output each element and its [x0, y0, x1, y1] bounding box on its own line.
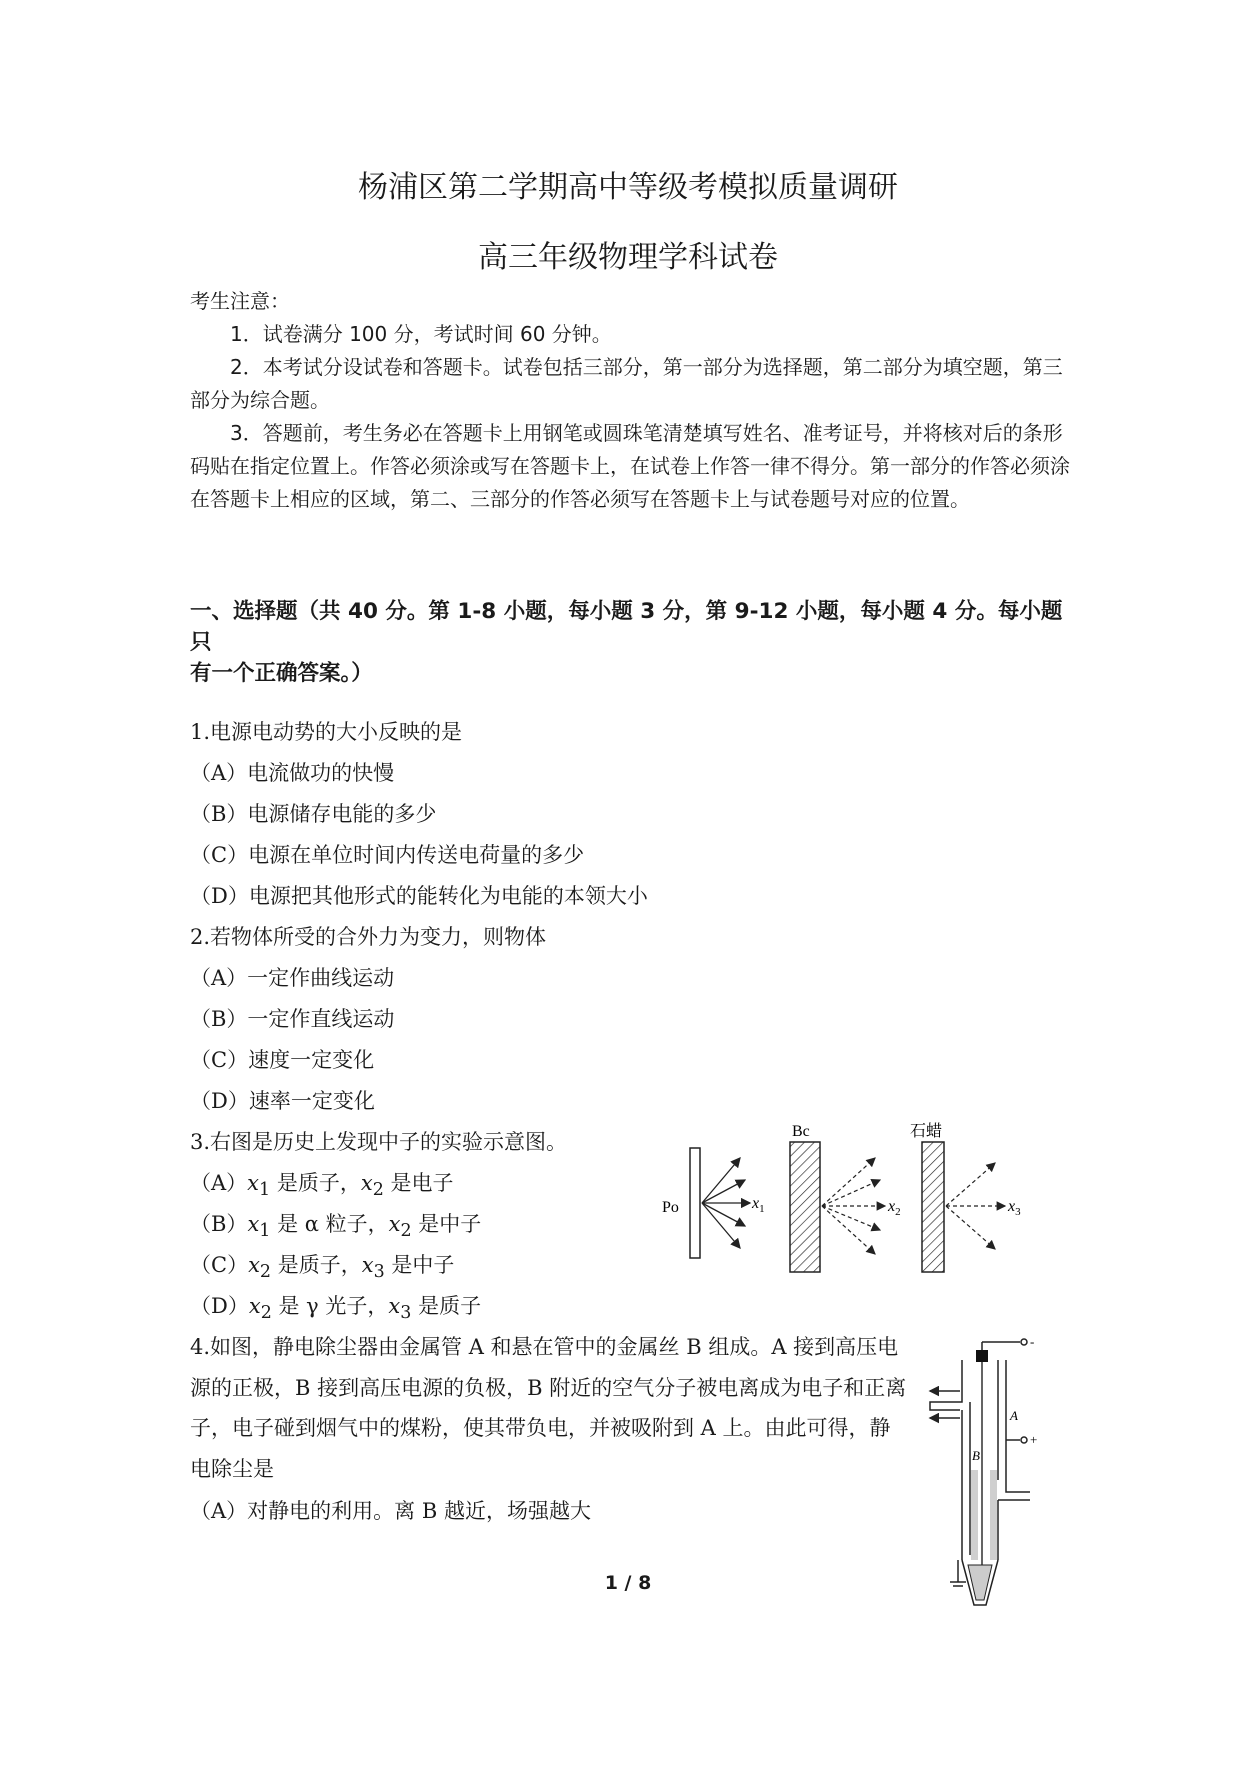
- notice-heading: 考生注意：: [190, 289, 290, 313]
- q3-stem: 3.右图是历史上发现中子的实验示意图。: [190, 1130, 568, 1154]
- po-source-plate: [690, 1148, 700, 1258]
- paraffin-block: [922, 1142, 944, 1272]
- q2-option-a: （A）一定作曲线运动: [190, 966, 395, 990]
- x3-label: $x_3$: [1008, 1198, 1021, 1218]
- minus-terminal-label: -: [1030, 1334, 1035, 1349]
- plus-terminal-label: +: [1030, 1432, 1038, 1447]
- section1-heading-line1: 一、选择题（共 40 分。第 1-8 小题，每小题 3 分，第 9-12 小题，每小题 4 分。每小题只: [190, 599, 1063, 655]
- q2-stem: 2.若物体所受的合外力为变力，则物体: [190, 925, 547, 949]
- x2-label: $x_2$: [888, 1198, 901, 1218]
- wire-b-label: B: [972, 1448, 980, 1463]
- q2-option-d: （D）速率一定变化: [190, 1089, 375, 1113]
- notice-item-1: 1．试卷满分 100 分，考试时间 60 分钟。: [230, 322, 612, 346]
- tube-a-label: A: [1010, 1408, 1018, 1423]
- bc-label: Bc: [792, 1123, 810, 1140]
- q3-option-b: $(B)x_1$ 是 α 粒子，$x_2$ 是中子: [190, 1212, 482, 1242]
- bc-target: [790, 1142, 820, 1272]
- q1-option-c: （C）电源在单位时间内传送电荷量的多少: [190, 843, 585, 867]
- q2-option-b: （B）一定作直线运动: [190, 1007, 395, 1031]
- notice-item-3: 3．答题前，考生务必在答题卡上用钢笔或圆珠笔清楚填写姓名、准考证号，并将核对后的条形码贴在指定位置上。作答必须涂或写在答题卡上，在试卷上作答一律不得分。第一部分的作答必须涂在答题卡上相应的区域，第二、三部分的作答必须写在答题卡上与试卷题号对应的位置。: [190, 421, 1070, 511]
- neutron-experiment-figure: [650, 1118, 1070, 1278]
- q3-option-a: $(A)x_1$ 是质子，$x_2$ 是电子: [190, 1171, 454, 1201]
- page-subtitle: 高三年级物理学科试卷: [478, 240, 778, 275]
- q1-stem: 1.电源电动势的大小反映的是: [190, 720, 463, 744]
- precipitator-figure: [920, 1320, 1050, 1610]
- insulator-block: [976, 1350, 988, 1362]
- q1-option-b: （B）电源储存电能的多少: [190, 802, 437, 826]
- page-number: 1 / 8: [604, 1572, 652, 1594]
- q3-option-c: $(C)x_2$ 是质子，$x_3$ 是中子: [190, 1253, 455, 1283]
- section1-heading-line2: 有一个正确答案。）: [190, 661, 373, 686]
- paraffin-label: 石蜡: [910, 1123, 943, 1140]
- notice-item-2: 2．本考试分设试卷和答题卡。试卷包括三部分，第一部分为选择题，第二部分为填空题，第三部分为综合题。: [190, 355, 1063, 412]
- q2-option-c: （C）速度一定变化: [190, 1048, 375, 1072]
- x1-label: $x_1$: [752, 1195, 765, 1215]
- q1-option-a: （A）电流做功的快慢: [190, 761, 395, 785]
- q4-stem: 4.如图，静电除尘器由金属管 A 和悬在管中的金属丝 B 组成。A 接到高压电源的正极，B 接到高压电源的负极，B 附近的空气分子被电离成为电子和正离子，电子碰到烟气中的煤粉，使其带负电，并被吸附到 A 上。由此可得，静电除尘是: [190, 1335, 907, 1481]
- q4-option-a: （A）对静电的利用。离 B 越近，场强越大: [190, 1499, 591, 1523]
- q1-option-d: （D）电源把其他形式的能转化为电能的本领大小: [190, 884, 648, 908]
- q3-option-d: $(D)x_2$ 是 γ 光子，$x_3$ 是质子: [190, 1294, 482, 1324]
- po-label: Po: [662, 1199, 679, 1216]
- page-title: 杨浦区第二学期高中等级考模拟质量调研: [358, 170, 898, 205]
